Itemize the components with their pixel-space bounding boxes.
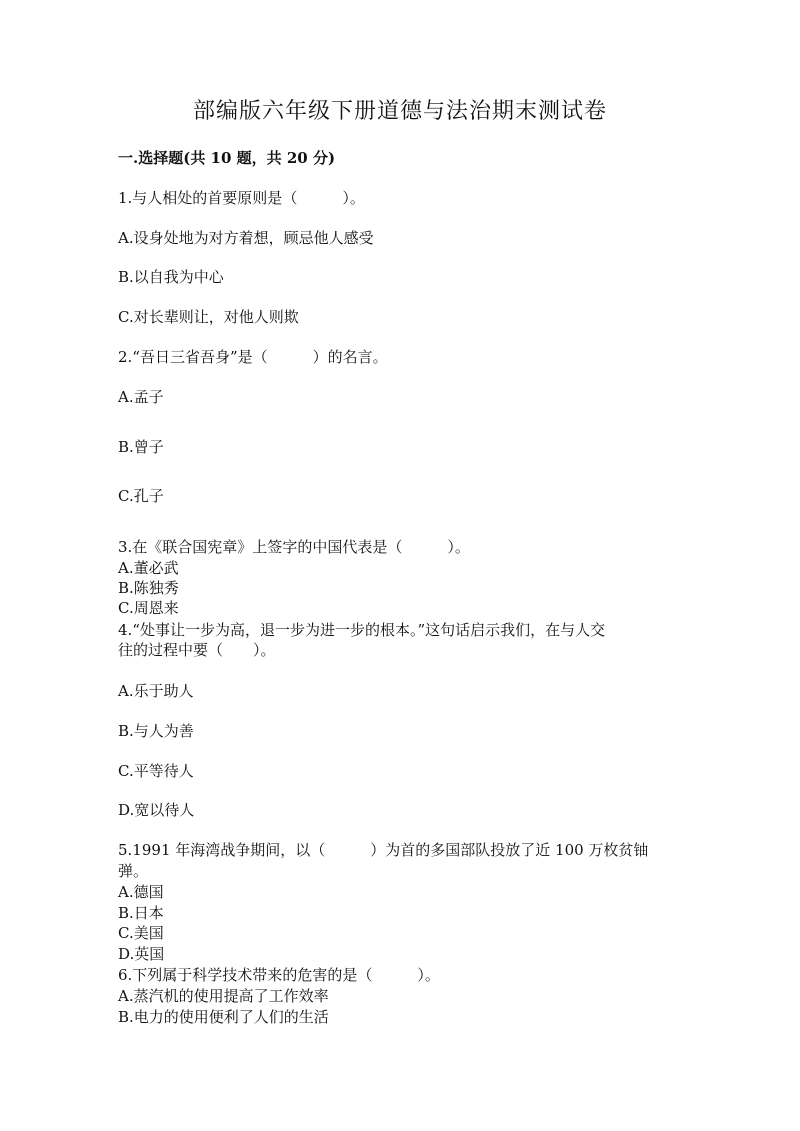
section-heading: 一.选择题(共 10 题，共 20 分) [118, 149, 336, 167]
question-3-stem: 3.在《联合国宪章》上签字的中国代表是（ ）。 [118, 538, 470, 556]
question-4-option-d: D.宽以待人 [118, 801, 195, 819]
question-2-option-b: B.曾子 [118, 438, 164, 456]
question-3-option-c: C.周恩来 [118, 599, 179, 617]
question-4-option-b: B.与人为善 [118, 722, 194, 740]
question-6-option-b: B.电力的使用便利了人们的生活 [118, 1008, 329, 1026]
question-4-stem-line-2: 往的过程中要（ ）。 [118, 641, 276, 659]
question-6-option-a: A.蒸汽机的使用提高了工作效率 [118, 987, 329, 1005]
question-5-option-a: A.德国 [118, 883, 164, 901]
question-5-stem-line-2: 弹。 [118, 862, 149, 880]
question-1-option-c: C.对长辈则让，对他人则欺 [118, 308, 299, 326]
question-6-stem: 6.下列属于科学技术带来的危害的是（ ）。 [118, 966, 440, 984]
question-3-option-b: B.陈独秀 [118, 579, 179, 597]
question-2-stem: 2.“吾日三省吾身”是（ ）的名言。 [118, 348, 388, 366]
page-title: 部编版六年级下册道德与法治期末测试卷 [192, 99, 607, 124]
question-2-option-c: C.孔子 [118, 487, 164, 505]
question-4-stem-line-1: 4.“处事让一步为高，退一步为进一步的根本。”这句话启示我们，在与人交 [118, 621, 606, 639]
question-1-option-a: A.设身处地为对方着想，顾忌他人感受 [118, 229, 374, 247]
question-1-option-b: B.以自我为中心 [118, 268, 224, 286]
question-3-option-a: A.董必武 [118, 559, 179, 577]
question-4-option-c: C.平等待人 [118, 762, 194, 780]
question-5-option-b: B.日本 [118, 904, 164, 922]
question-1-stem: 1.与人相处的首要原则是（ ）。 [118, 189, 365, 207]
question-2-option-a: A.孟子 [118, 388, 164, 406]
question-5-option-d: D.英国 [118, 945, 165, 963]
question-5-stem-line-1: 5.1991 年海湾战争期间，以（ ）为首的多国部队投放了近 100 万枚贫铀 [118, 841, 649, 859]
question-5-option-c: C.美国 [118, 924, 164, 942]
question-4-option-a: A.乐于助人 [118, 682, 194, 700]
